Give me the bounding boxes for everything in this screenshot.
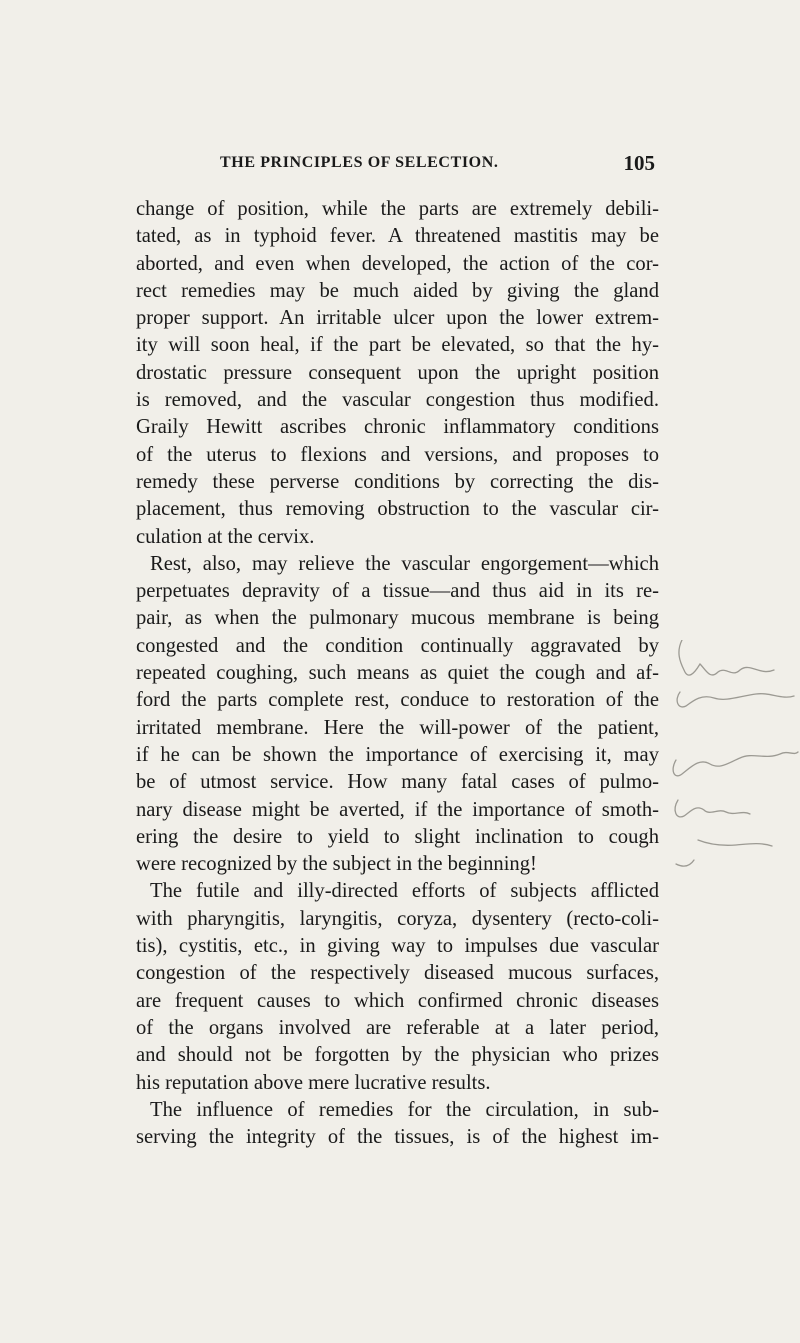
body-text: [136, 196, 659, 1151]
text-line: culation at the cervix.: [136, 525, 315, 548]
text-line: pair, as when the pulmonary mucous membrane is being: [136, 607, 659, 630]
text-line: are frequent causes to which confirmed chronic diseases: [136, 989, 659, 1012]
text-line: is removed, and the vascular congestion thus modified.: [136, 389, 659, 412]
text-line: ering the desire to yield to slight inclination to cough: [136, 825, 659, 848]
text-line: with pharyngitis, laryngitis, coryza, dysentery (recto-coli-: [136, 907, 659, 930]
text-line: Graily Hewitt ascribes chronic inflammatory conditions: [136, 416, 659, 439]
text-line: ity will soon heal, if the part be elevated, so that the hy-: [136, 334, 659, 357]
text-line: were recognized by the subject in the beginning!: [136, 853, 537, 876]
handwritten-marginalia: [670, 640, 800, 920]
text-line: perpetuates depravity of a tissue—and thus aid in its re-: [136, 580, 659, 603]
running-head: [140, 151, 655, 177]
text-line: change of position, while the parts are extremely debili-: [136, 198, 659, 220]
text-line: serving the integrity of the tissues, is of the highest im-: [136, 1126, 659, 1149]
text-line: and should not be forgotten by the physician who prizes: [136, 1044, 659, 1067]
text-line: ford the parts complete rest, conduce to restoration of the: [136, 689, 659, 712]
text-line: drostatic pressure consequent upon the upright position: [136, 361, 659, 384]
page-number: 105: [623, 151, 655, 175]
text-line: of the uterus to flexions and versions, and proposes to: [136, 443, 659, 466]
text-line: remedy these perverse conditions by correcting the dis-: [136, 470, 659, 493]
text-line: nary disease might be averted, if the importance of smoth-: [136, 798, 659, 821]
text-line: aborted, and even when developed, the action of the cor-: [136, 252, 659, 275]
text-line: Rest, also, may relieve the vascular engorgement—which: [150, 552, 659, 575]
text-line: his reputation above mere lucrative results.: [136, 1071, 491, 1094]
text-line: tated, as in typhoid fever. A threatened mastitis may be: [136, 225, 659, 248]
text-line: be of utmost service. How many fatal cases of pulmo-: [136, 771, 659, 794]
text-line: proper support. An irritable ulcer upon the lower extrem-: [136, 307, 659, 330]
running-title: THE PRINCIPLES OF SELECTION.: [220, 154, 499, 171]
text-line: tis), cystitis, etc., in giving way to impulses due vascular: [136, 935, 659, 958]
text-line: congestion of the respectively diseased mucous surfaces,: [136, 962, 659, 985]
text-line: if he can be shown the importance of exercising it, may: [136, 743, 659, 766]
text-line: repeated coughing, such means as quiet the cough and af-: [136, 662, 659, 685]
text-line: placement, thus removing obstruction to the vascular cir-: [136, 498, 659, 521]
text-line: irritated membrane. Here the will-power of the patient,: [136, 716, 659, 739]
text-line: The futile and illy-directed efforts of subjects afflicted: [150, 880, 659, 903]
text-line: of the organs involved are referable at a later period,: [136, 1016, 659, 1039]
text-line: The influence of remedies for the circulation, in sub-: [150, 1098, 659, 1121]
text-line: congested and the condition continually aggravated by: [136, 634, 659, 657]
text-line: rect remedies may be much aided by giving the gland: [136, 279, 659, 302]
